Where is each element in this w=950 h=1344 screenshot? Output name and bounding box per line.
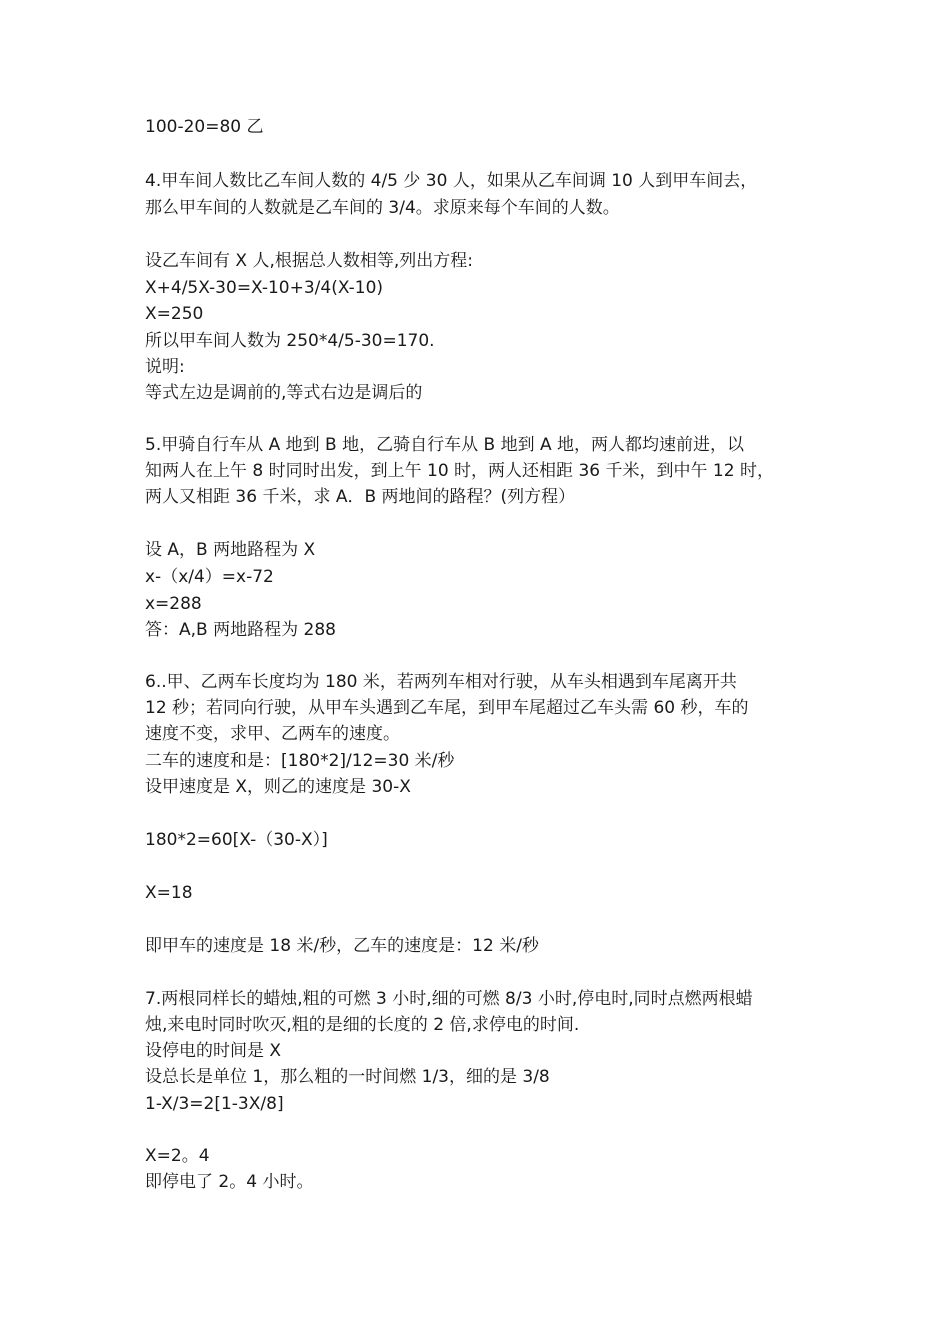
- problem-7-line-2: 烛,来电时同时吹灭,粗的是细的长度的 2 倍,求停电的时间.: [145, 1015, 580, 1035]
- equation-line: x=288: [145, 594, 202, 614]
- text-line: 100-20=80 乙: [145, 117, 264, 137]
- equation-line: 180*2=60[X-（30-X）]: [145, 830, 328, 850]
- answer-line: 即甲车的速度是 18 米/秒，乙车的速度是：12 米/秒: [145, 936, 539, 956]
- equation-line: X=250: [145, 304, 204, 324]
- text-line: 等式左边是调前的,等式右边是调后的: [145, 383, 423, 403]
- problem-5-line-3: 两人又相距 36 千米，求 A．B 两地间的路程？(列方程）: [145, 487, 576, 507]
- equation-line: X=2。4: [145, 1146, 210, 1166]
- problem-6-line-2: 12 秒；若同向行驶，从甲车头遇到乙车尾，到甲车尾超过乙车头需 60 秒，车的: [145, 698, 749, 718]
- text-line: 设停电的时间是 X: [145, 1041, 282, 1061]
- text-line: 设甲速度是 X，则乙的速度是 30-X: [145, 777, 411, 797]
- problem-4-line-1: 4.甲车间人数比乙车间人数的 4/5 少 30 人，如果从乙车间调 10 人到甲车间去，: [145, 171, 758, 191]
- text-line: 设 A，B 两地路程为 X: [145, 540, 316, 560]
- problem-6-line-1: 6..甲、乙两车长度均为 180 米，若两列车相对行驶，从车头相遇到车尾离开共: [145, 672, 737, 692]
- text-line: 说明:: [145, 357, 185, 377]
- answer-line: 即停电了 2。4 小时。: [145, 1172, 314, 1192]
- problem-5-line-2: 知两人在上午 8 时同时出发，到上午 10 时，两人还相距 36 千米，到中午 12 时，: [145, 461, 774, 481]
- problem-5-line-1: 5.甲骑自行车从 A 地到 B 地，乙骑自行车从 B 地到 A 地，两人都均速前进，以: [145, 435, 745, 455]
- equation-line: 1-X/3=2[1-3X/8]: [145, 1094, 284, 1114]
- answer-line: 答：A,B 两地路程为 288: [145, 620, 336, 640]
- problem-7-line-1: 7.两根同样长的蜡烛,粗的可燃 3 小时,细的可燃 8/3 小时,停电时,同时点燃两根蜡: [145, 989, 753, 1009]
- text-line: 二车的速度和是：[180*2]/12=30 米/秒: [145, 751, 455, 771]
- text-line: 设总长是单位 1，那么粗的一时间燃 1/3，细的是 3/8: [145, 1067, 550, 1087]
- equation-line: X=18: [145, 883, 193, 903]
- problem-6-line-3: 速度不变，求甲、乙两车的速度。: [145, 724, 400, 744]
- equation-line: X+4/5X-30=X-10+3/4(X-10): [145, 278, 384, 298]
- problem-4-line-2: 那么甲车间的人数就是乙车间的 3/4。求原来每个车间的人数。: [145, 198, 620, 218]
- text-line: 所以甲车间人数为 250*4/5-30=170.: [145, 331, 435, 351]
- text-line: 设乙车间有 X 人,根据总人数相等,列出方程:: [145, 251, 473, 271]
- equation-line: x-（x/4）=x-72: [145, 567, 274, 587]
